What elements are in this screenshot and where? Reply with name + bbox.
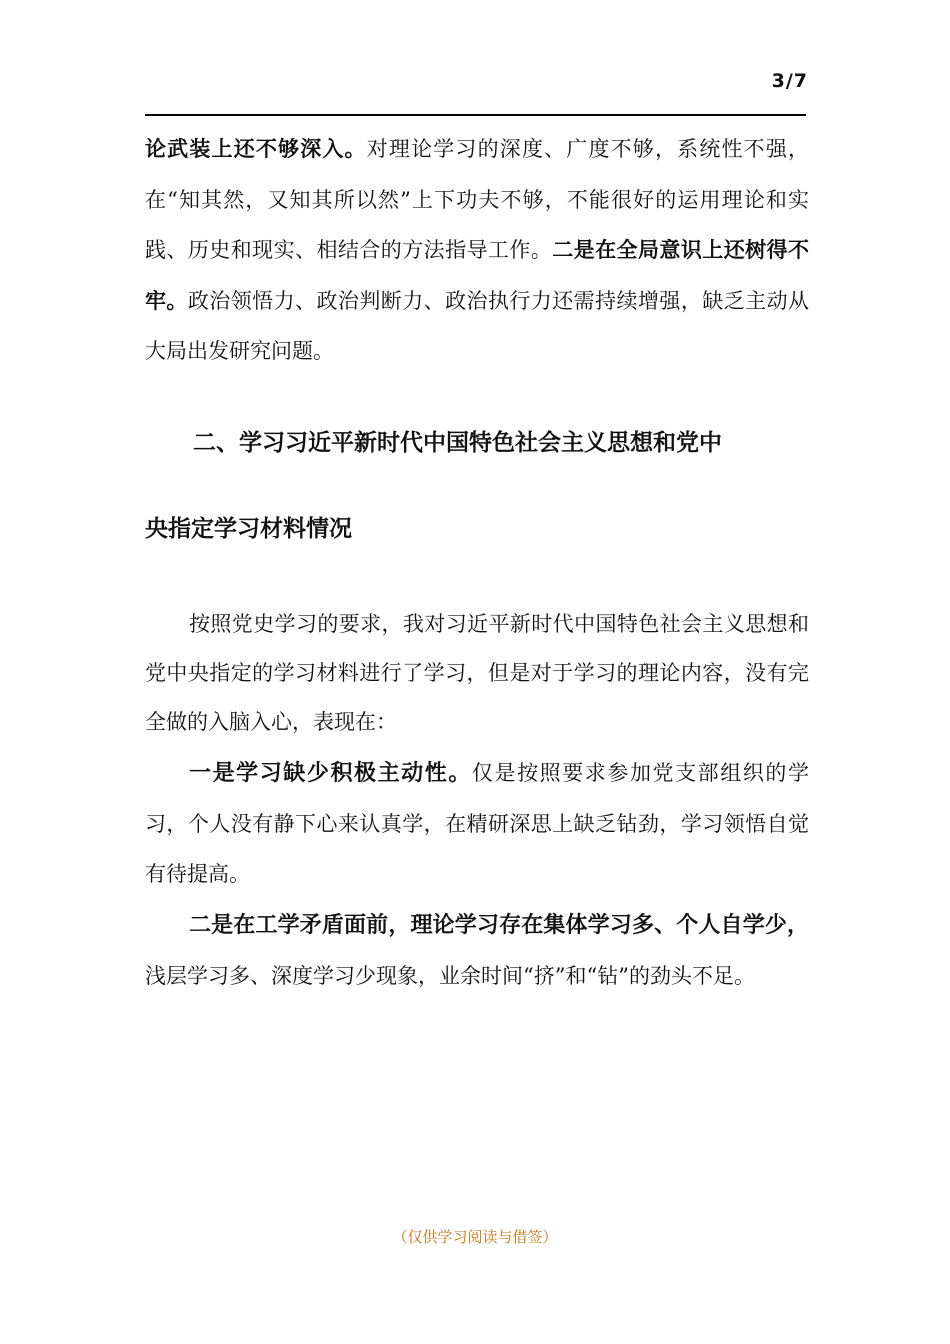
current-page: 3: [771, 70, 786, 92]
point-two-lead: 二是在工学矛盾面前，理论学习存在集体学习多、个人自学少，: [189, 912, 809, 938]
total-pages: 7: [793, 70, 808, 92]
paragraph-continuation: [145, 124, 809, 377]
point-one-paragraph: [145, 748, 809, 899]
header-rule: [145, 114, 806, 116]
section-heading-line-2: 央指定学习材料情况: [145, 515, 352, 542]
point-two-text: 浅层学习多、深度学习少现象，业余时间“挤”和“钻”的劲头不足。: [145, 963, 755, 988]
paragraph-text-a: 对理论学习的深度、广度不够，系统性不强，在“知其然，又知其所以然”上下功夫不够，不能很好的运用理论和实践、历史和现实、相结合的方法指导工作。: [145, 137, 810, 262]
section-heading-line-1: 二、学习习近平新时代中国特色社会主义思想和党中: [193, 429, 722, 456]
paragraph-text-b: 政治领悟力、政治判断力、政治执行力还需持续增强，缺乏主动从大局出发研究问题。: [145, 288, 810, 363]
bold-lead-b: 二是在全局意识上还树得不牢。: [145, 238, 810, 313]
section-heading: [145, 417, 809, 555]
point-one-lead: 一是学习缺少积极主动性。: [189, 760, 472, 786]
intro-paragraph: 按照党史学习的要求，我对习近平新时代中国特色社会主义思想和党中央指定的学习材料进行了学习，但是对于学习的理论内容，没有完全做的入脑入心，表现在：: [145, 611, 809, 734]
document-body: [145, 124, 809, 1002]
page-number: [772, 70, 808, 92]
page-separator: /: [785, 70, 794, 92]
point-one-text: 仅是按照要求参加党支部组织的学习，个人没有静下心来认真学，在精研深思上缺乏钻劲，学习领悟自觉有待提高。: [145, 760, 809, 886]
point-two-paragraph: [145, 900, 809, 1002]
bold-lead-a: 论武装上还不够深入。: [145, 137, 367, 161]
footer-note: （仅供学习阅读与借签）: [392, 1228, 558, 1246]
